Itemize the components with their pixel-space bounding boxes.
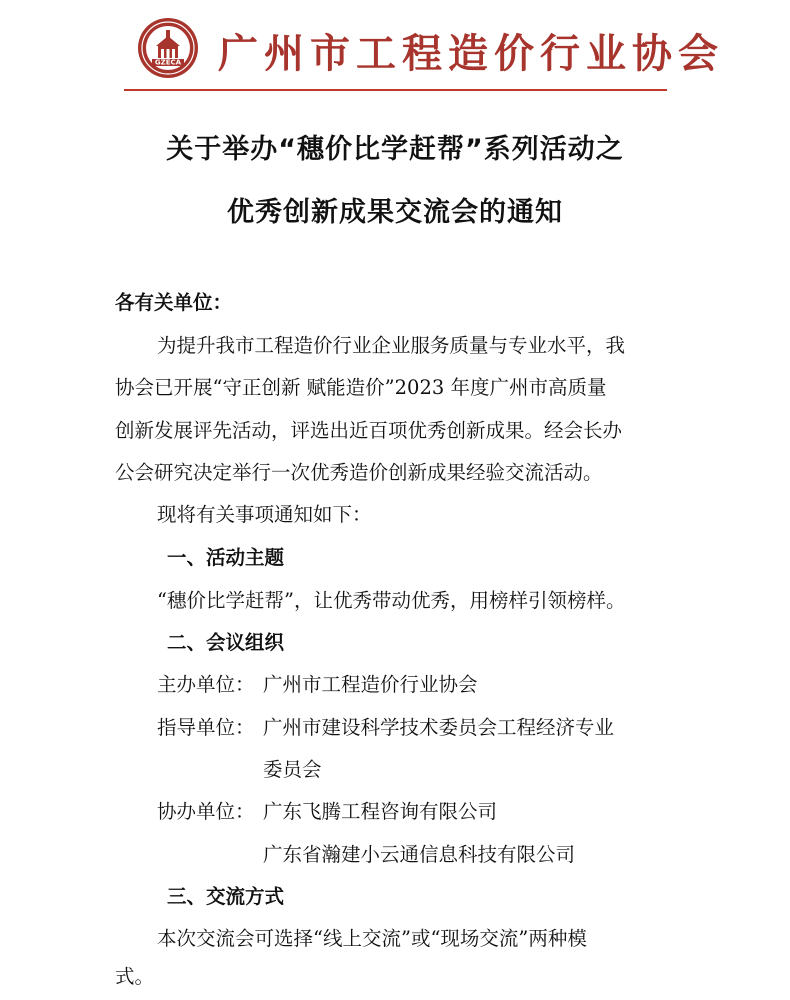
organization-name: 广州市工程造价行业协会: [218, 30, 724, 77]
guide-label: 指导单位：: [157, 716, 255, 739]
document-title-line-2: 优秀创新成果交流会的通知: [227, 197, 563, 228]
host-value: 广州市工程造价行业协会: [263, 673, 478, 696]
section-1-heading: 一、活动主题: [167, 546, 285, 569]
logo-text: GZECA: [154, 58, 182, 67]
paragraph-1-line-4: 公会研究决定举行一次优秀造价创新成果经验交流活动。: [115, 461, 603, 484]
paragraph-2: 现将有关事项通知如下：: [157, 503, 372, 526]
section-1-text: “穗价比学赶帮”，让优秀带动优秀，用榜样引领榜样。: [157, 589, 626, 612]
document-body: [115, 0, 695, 1000]
host-label: 主办单位：: [157, 673, 255, 696]
section-3-text-line-1: 本次交流会可选择“线上交流”或“现场交流”两种模: [157, 927, 587, 950]
section-3-text-line-2: 式。: [115, 965, 155, 988]
document-title-line-1: 关于举办“穗价比学赶帮”系列活动之: [166, 134, 624, 165]
salutation: 各有关单位：: [115, 291, 233, 314]
co-organizer-value-2: 广东省瀚建小云通信息科技有限公司: [263, 843, 576, 866]
co-organizer-value-1: 广东飞腾工程咨询有限公司: [263, 800, 498, 823]
section-3-heading: 三、交流方式: [167, 885, 285, 908]
paragraph-1-line-1: 为提升我市工程造价行业企业服务质量与专业水平，我: [157, 334, 626, 357]
guide-value-line-1: 广州市建设科学技术委员会工程经济专业: [263, 716, 615, 739]
co-organizer-label: 协办单位：: [157, 800, 255, 823]
paragraph-1-line-3: 创新发展评先活动，评选出近百项优秀创新成果。经会长办: [115, 419, 623, 442]
guide-value-line-2: 委员会: [263, 758, 322, 781]
section-2-heading: 二、会议组织: [167, 631, 285, 654]
paragraph-1-line-2: 协会已开展“守正创新 赋能造价”2023 年度广州市高质量: [115, 376, 607, 399]
